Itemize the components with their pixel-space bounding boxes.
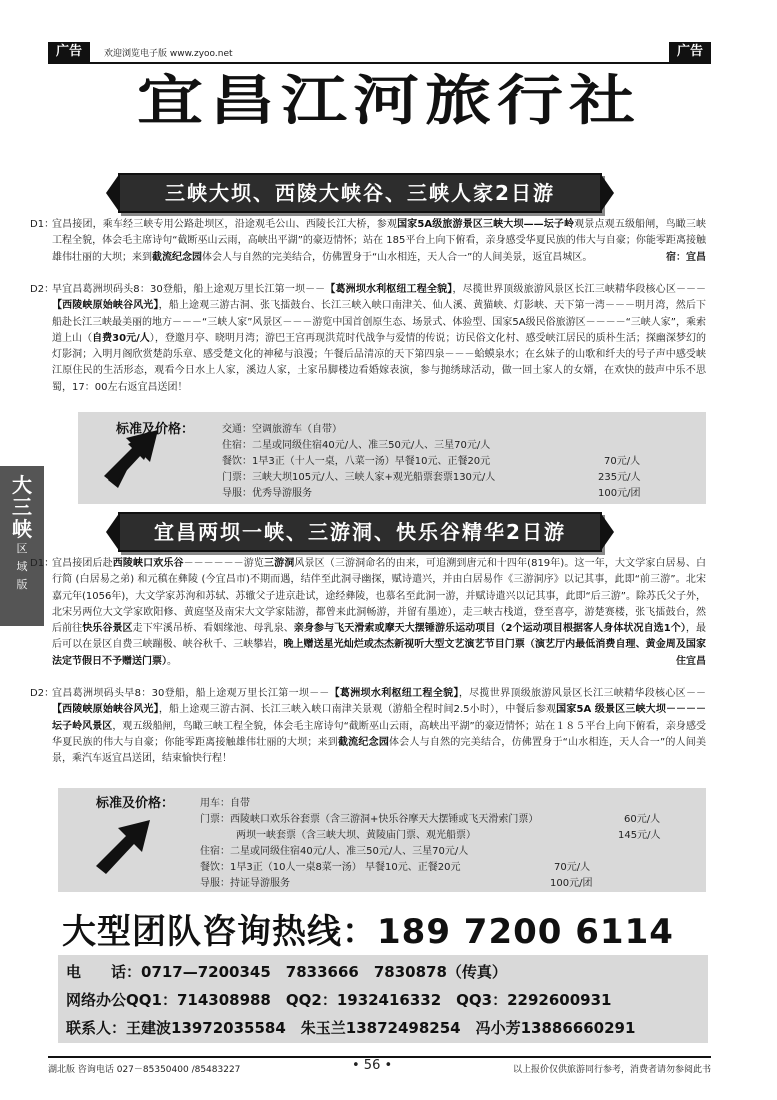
contact-people: 联系人：王建波13972035584 朱玉兰13872498254 冯小芳13886660291	[66, 1019, 636, 1037]
header-bar	[48, 42, 711, 64]
tour2-day2	[30, 686, 706, 767]
contact-qq: 网络办公QQ1：714308988 QQ2：1932416332 QQ3：2292600931	[66, 991, 612, 1009]
footer-disclaimer: 以上报价仅供旅游同行参考，消费者请勿参阅此书	[512, 1065, 711, 1075]
footer-left: 湖北版 咨询电话 027－85350400 /85483227	[48, 1065, 241, 1075]
tour2-lodging: 住宿：二星或同级住宿40元/人、准三50元/人、三星70元/人	[200, 846, 469, 857]
tour2-guide: 导服：持证导游服务	[200, 878, 290, 889]
tour2-day1-label: D1：	[30, 558, 55, 569]
sidebar-char-6: 版	[16, 578, 28, 591]
sidebar-char-3: 峡	[12, 517, 32, 541]
sidebar-char-4: 区	[16, 542, 28, 555]
tour1-price-box	[78, 412, 706, 504]
page-number: • 56 •	[352, 1058, 393, 1073]
sidebar-char-5: 域	[16, 560, 28, 573]
agency-title: 宜昌江河旅行社	[137, 68, 641, 132]
ad-tag-right: 广告	[669, 42, 711, 62]
sidebar-char-2: 三	[12, 495, 32, 519]
tour2-price-heading: 标准及价格：	[96, 796, 175, 811]
tour2-tickets1: 门票：西陵峡口欢乐谷套票（含三游洞+快乐谷摩天大摆锤或飞天滑索门票）	[200, 814, 539, 825]
tour2-day1	[30, 556, 706, 670]
tour1-guide-price: 100元/团	[598, 488, 641, 499]
tour1-tickets-price: 235元/人	[598, 472, 641, 483]
tour2-tickets2-price: 145元/人	[618, 830, 661, 841]
welcome-text: 欢迎浏览电子版 www.zyoo.net	[104, 49, 233, 59]
tour1-guide: 导服：优秀导游服务	[222, 488, 312, 499]
tour1-meals-price: 70元/人	[604, 456, 641, 467]
tour1-day1-label: D1：	[30, 219, 55, 230]
tour2-tickets1-price: 60元/人	[624, 814, 661, 825]
tour2-day2-text: 宜昌葛洲坝码头早8：30登船，船上途观万里长江第一坝－－【葛洲坝水利枢纽工程全貌】，尽揽世界顶级旅游风景区长江三峡精华段核心区－－【西陵峡原始峡谷风光】，船上途观三游古洞、长江三峡入峡口南津关景观（游船全程时间2.5小时），中餐后参观国家5A 级景区三峡大坝－－－－坛子岭风景区，观五级船闸，鸟瞰三峡工程全貌，体会毛主席诗句“截断巫山云雨，高峡出平湖”的豪迈情怀；站在１８５平台上向下俯看，亲身感受华夏民族的伟大与自豪；你能零距离接触雄伟壮丽的大坝；来到截流纪念园体会人与自然的完美结合，仿佛置身于“山水相连，天人合一”的人间美景，乘汽车返宜昌送团，结束愉快行程！	[52, 688, 707, 765]
arrow-up-right-icon	[92, 816, 154, 878]
page-footer	[48, 1056, 711, 1076]
tour2-meals: 餐饮：1早3正（10人一桌8菜一汤） 早餐10元、正餐20元	[200, 862, 461, 873]
ad-tag-left: 广告	[48, 42, 90, 62]
tour1-banner: 三峡大坝、西陵大峡谷、三峡人家2日游	[118, 173, 602, 213]
contact-phone: 电 话：0717—7200345 7833666 7830878（传真）	[66, 963, 507, 981]
tour1-tickets: 门票：三峡大坝105元/人、三峡人家+观光船票套票130元/人	[222, 472, 496, 483]
tour1-day2	[30, 282, 706, 396]
tour2-guide-price: 100元/团	[550, 878, 593, 889]
contact-box	[58, 955, 708, 1043]
tour2-day1-text: 宜昌接团后赴西陵峡口欢乐谷－－－－－－游览三游洞风景区（三游洞命名的由来，可追溯到唐元和十四年(819年)。这一年，大文学家白居易、白行简 (白居易之弟) 和元稹在彝陵 (今宜昌市)不期而遇，结伴至此洞寻幽探，赋诗遣兴，并由白居易作《三游洞序》以记其事，此即“前三游”。北宋嘉元年(1056年)，大文学家苏洵和苏轼、苏辙父子进京赴试，途经彝陵，也慕名至此洞一游，并赋诗遣兴以记其事，此即“后三游”。除苏氏父子外，北宋另两位大文学家欧阳修、黄庭坚及南宋大文学家陆游，都曾来此洞畅游，并留有墨迹），走三峡古栈道，登至喜亭，游楚赛楼，张飞擂鼓台，然后前往快乐谷景区走下牢溪吊桥、看姻缘池、母乳泉、亲身参与飞天滑索或摩天大摆锤游乐运动项目（2个运动项目根据客人身体状况自选1个），最后可以在景区自费三峡蹦极、峡谷秋千、三峡攀岩，晚上赠送星光灿烂或杰杰新视听大型文艺演艺节目门票（演艺厅内最低消费自理、黄金周及国家法定节假日不予赠送门票）。 住宜昌	[52, 556, 706, 670]
tour1-day1	[30, 217, 706, 266]
tour1-transport: 交通：空调旅游车（自带）	[222, 424, 342, 435]
tour1-lodging: 住宿：二星或同级住宿40元/人、准三50元/人、三星70元/人	[222, 440, 491, 451]
tour2-transport: 用车：自带	[200, 798, 250, 809]
tour2-day1-stay: 住宜昌	[676, 655, 706, 667]
sidebar-char-1: 大	[12, 473, 32, 497]
group-hotline: 大型团队咨询热线：189 7200 6114	[62, 912, 674, 952]
tour2-price-box	[58, 788, 706, 892]
tour1-meals: 餐饮：1早3正（十人一桌，八菜一汤）早餐10元、正餐20元	[222, 456, 491, 467]
tour1-day1-text: 宜昌接团，乘车经三峡专用公路赴坝区，沿途观毛公山、西陵长江大桥，参观国家5A级旅游景区三峡大坝——坛子岭观景点观五级船闸，鸟瞰三峡工程全貌，体会毛主席诗句“截断巫山云雨，高峡出平湖”的豪迈情怀；站在 185平台上向下俯看，亲身感受华夏民族的伟大与自豪；你能零距离接触雄伟壮丽的大坝；来到截流纪念园体会人与自然的完美结合，仿佛置身于“山水相连，天人合一”的人间美景，返宜昌城区。 宿：宜昌	[52, 217, 706, 266]
tour2-meals-price: 70元/人	[554, 862, 591, 873]
tour1-day1-stay: 宿：宜昌	[666, 251, 706, 263]
tour2-banner: 宜昌两坝一峡、三游洞、快乐谷精华2日游	[118, 512, 602, 552]
tour2-tickets2: 两坝一峡套票（含三峡大坝、黄陵庙门票、观光船票）	[236, 830, 476, 841]
tour1-day2-label: D2：	[30, 284, 55, 295]
tour2-day2-label: D2：	[30, 688, 55, 699]
tour1-price-heading: 标准及价格：	[116, 422, 195, 437]
tour1-day2-text: 早宜昌葛洲坝码头8：30登船，船上途观万里长江第一坝－－【葛洲坝水利枢纽工程全貌】，尽揽世界顶级旅游风景区长江三峡精华段核心区－－－【西陵峡原始峡谷风光】，船上途观三游古洞、张飞擂鼓台、长江三峡入峡口南津关、仙人溪、黄猫峡、灯影峡、天下第一湾－－－明月湾，然后下船赴长江三峡最美丽的地方－－－“三峡人家”风景区－－－游览中国首创原生态、场景式、体验型、国家5A级民俗旅游区－－－－“三峡人家”，乘索道上山（自费30元/人），登邀月亭、晓明月湾；游巴王宫再现洪荒时代战争与爱情的传说；访民俗文化村、感受峡江居民的质朴生活；探幽深梦幻的灯影洞；入明月阁欣赏楚韵乐章、感受楚文化的神秘与浪漫；午餐后品清凉的天下第四泉－－－蛤蟆泉水；在幺妹子的山歌和纤夫的号子声中感受峡江原住民的生活形态，观看今日水上人家，溪边人家，土家吊脚楼边看婚嫁表演，参与抛绣球活动，做一回土家人的女婿，在欢快的鼓声中乐不思蜀，17：00左右返宜昌送团！	[52, 284, 707, 393]
